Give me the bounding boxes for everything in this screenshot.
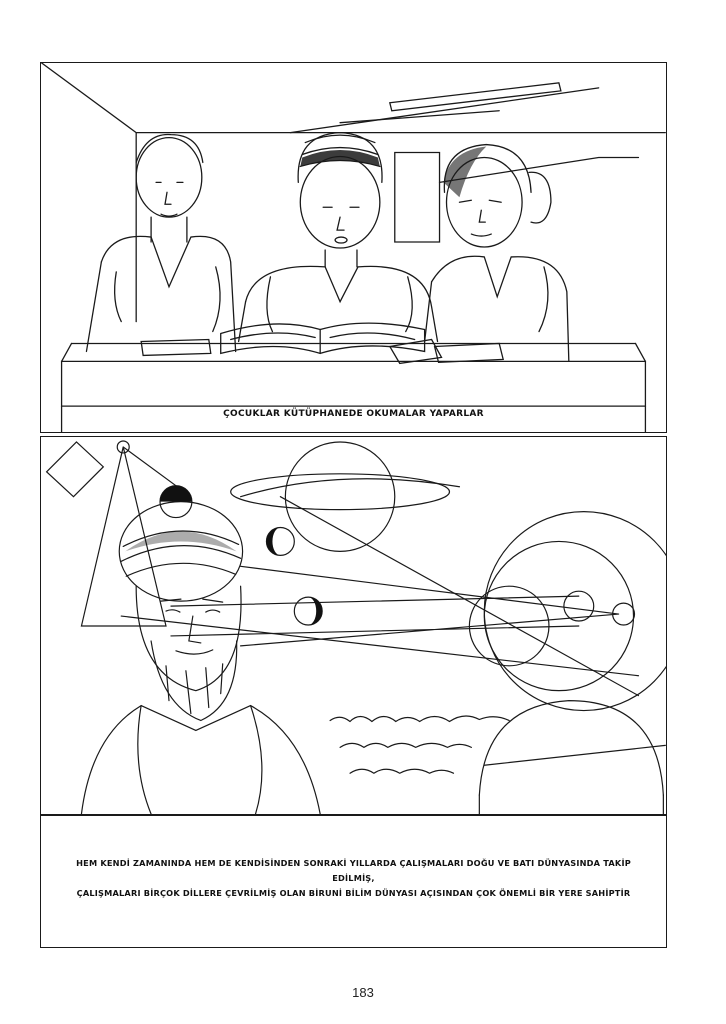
panel-biruni-astronomy bbox=[40, 436, 667, 815]
page-number: 183 bbox=[352, 985, 374, 1000]
narration-line-1: HEM KENDİ ZAMANINDA HEM DE KENDİSİNDEN SONRAKİ YILLARDA ÇALIŞMALARI DOĞU VE BATI DÜNYASINDA TAKİP EDİLMİŞ, bbox=[76, 858, 631, 883]
panel-caption: ÇOCUKLAR KÜTÜPHANEDE OKUMALAR YAPARLAR bbox=[223, 409, 484, 419]
library-scene-illustration bbox=[41, 63, 666, 432]
panel-narration bbox=[40, 815, 667, 948]
panel-children-library bbox=[40, 62, 667, 433]
narration-line-2: ÇALIŞMALARI BİRÇOK DİLLERE ÇEVRİLMİŞ OLAN BİRUNİ BİLİM DÜNYASI AÇISINDAN ÇOK ÖNEMLİ BİR YERE SAHİPTİR bbox=[76, 888, 631, 898]
narration-text bbox=[61, 856, 646, 901]
biruni-astronomy-illustration bbox=[41, 437, 666, 814]
